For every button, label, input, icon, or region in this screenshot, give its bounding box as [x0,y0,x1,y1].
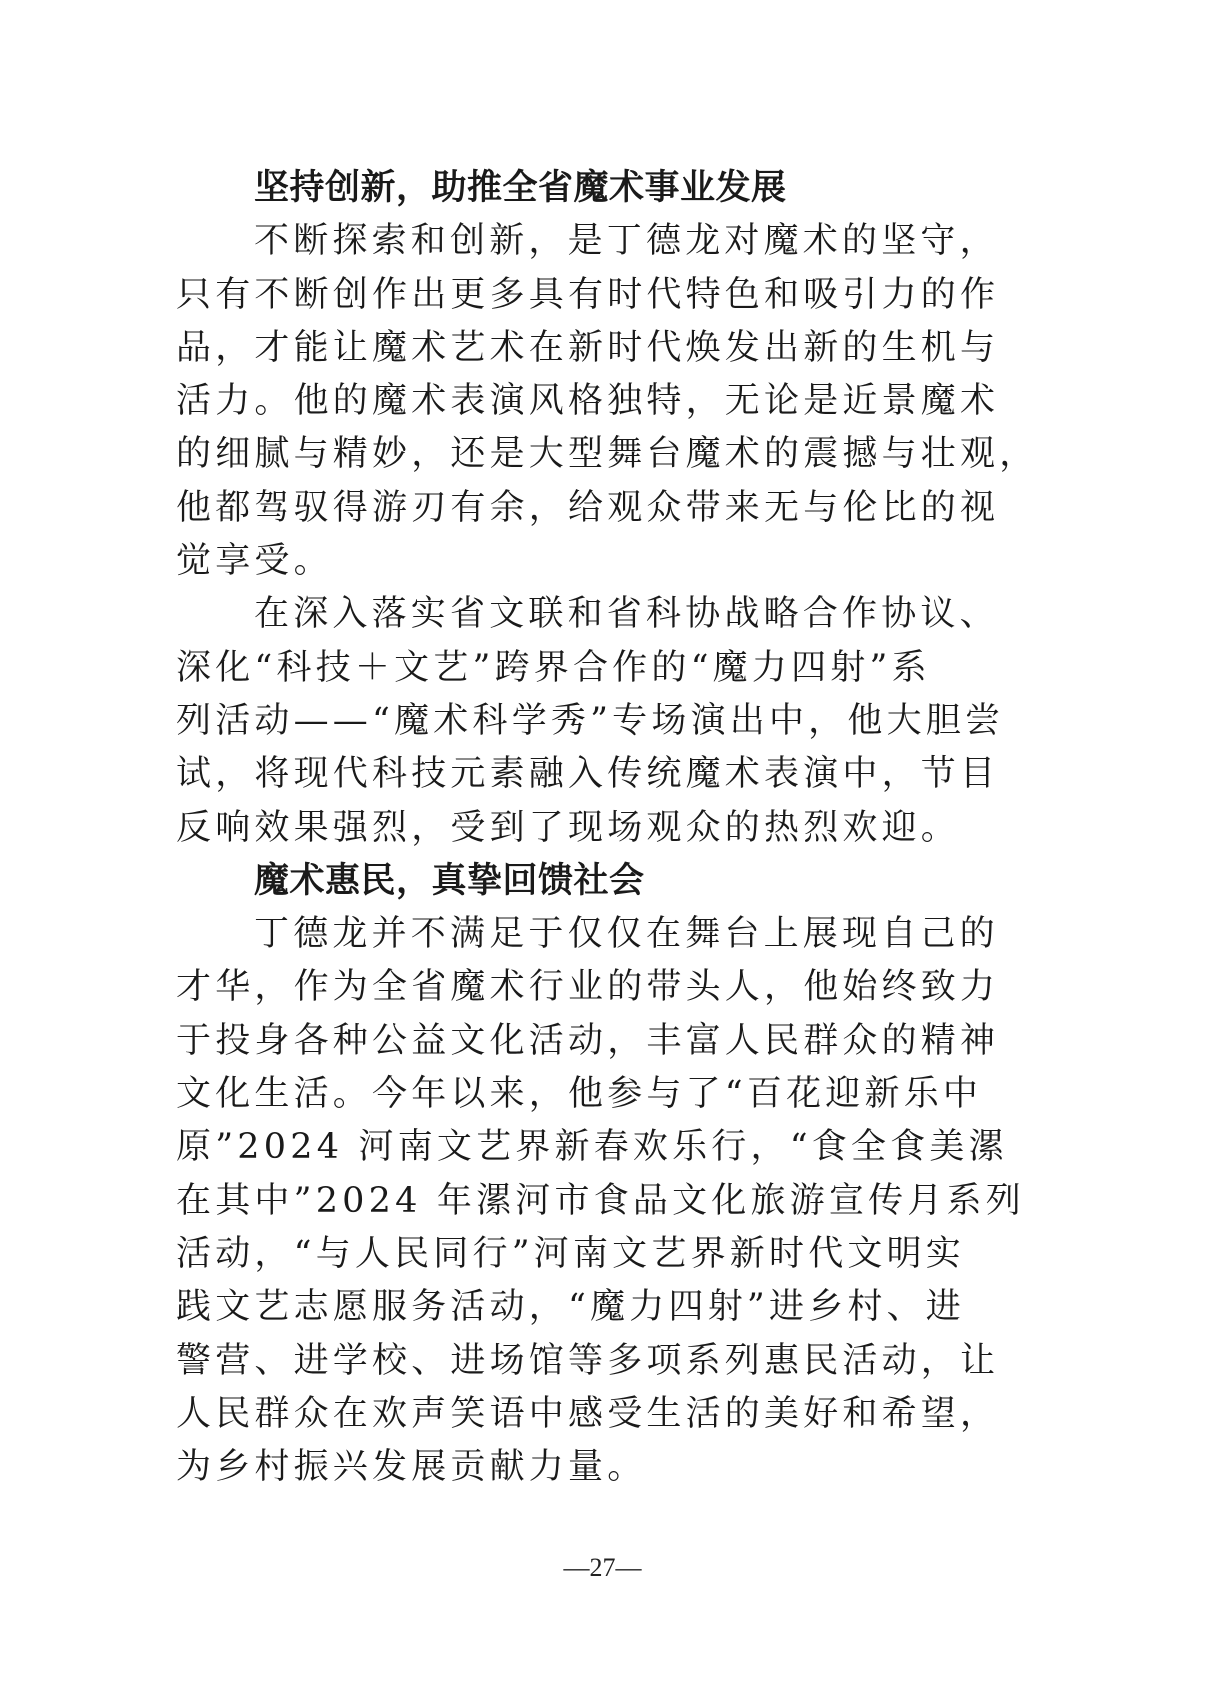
text-line: 反响效果强烈，受到了现场观众的热烈欢迎。 [176,807,961,848]
text-line: 只有不断创作出更多具有时代特色和吸引力的作 [176,274,1000,315]
text-line: 深化“科技＋文艺”跨界合作的“魔力四射”系 [176,647,931,688]
text-line: 人民群众在欢声笑语中感受生活的美好和希望， [176,1393,1000,1434]
page-number: —27— [563,1553,642,1582]
text-line: 品，才能让魔术艺术在新时代焕发出新的生机与 [176,327,1000,368]
text-line: 的细腻与精妙，还是大型舞台魔术的震撼与壮观， [176,434,1039,475]
paragraph [176,588,1036,854]
text-line: 于投身各种公益文化活动，丰富人民群众的精神 [176,1020,1000,1061]
text-line: 为乡村振兴发展贡献力量。 [176,1447,647,1488]
text-line: 活力。他的魔术表演风格独特，无论是近景魔术 [176,381,1000,422]
text-line: 警营、进学校、进场馆等多项系列惠民活动，让 [176,1340,1000,1381]
text-line: 活动，“与人民同行”河南文艺界新时代文明实 [176,1233,965,1274]
text-line: 在其中”2024 年漯河市食品文化旅游宣传月系列 [176,1180,1025,1221]
text-line: 觉享受。 [176,541,333,582]
paragraph [176,908,1036,1494]
text-line: 试，将现代科技元素融入传统魔术表演中，节目 [176,754,1000,795]
text-line: 文化生活。今年以来，他参与了“百花迎新乐中 [176,1074,983,1115]
section-heading: 坚持创新，助推全省魔术事业发展 [254,168,787,208]
paragraph [176,215,1039,588]
document-page [176,162,1039,1494]
text-line: 在深入落实省文联和省科协战略合作协议、 [254,594,999,635]
text-line: 才华，作为全省魔术行业的带头人，他始终致力 [176,967,1000,1008]
text-line: 列活动——“魔术科学秀”专场演出中，他大胆尝 [176,700,1005,741]
text-line: 原”2024 河南文艺界新春欢乐行，“食全食美漯 [176,1127,1008,1168]
text-line: 他都驾驭得游刃有余，给观众带来无与伦比的视 [176,487,1000,528]
text-line: 不断探索和创新，是丁德龙对魔术的坚守， [254,221,999,262]
text-line: 践文艺志愿服务活动，“魔力四射”进乡村、进 [176,1287,965,1328]
section-heading: 魔术惠民，真挚回馈社会 [254,860,645,901]
text-line: 丁德龙并不满足于仅仅在舞台上展现自己的 [254,914,999,955]
